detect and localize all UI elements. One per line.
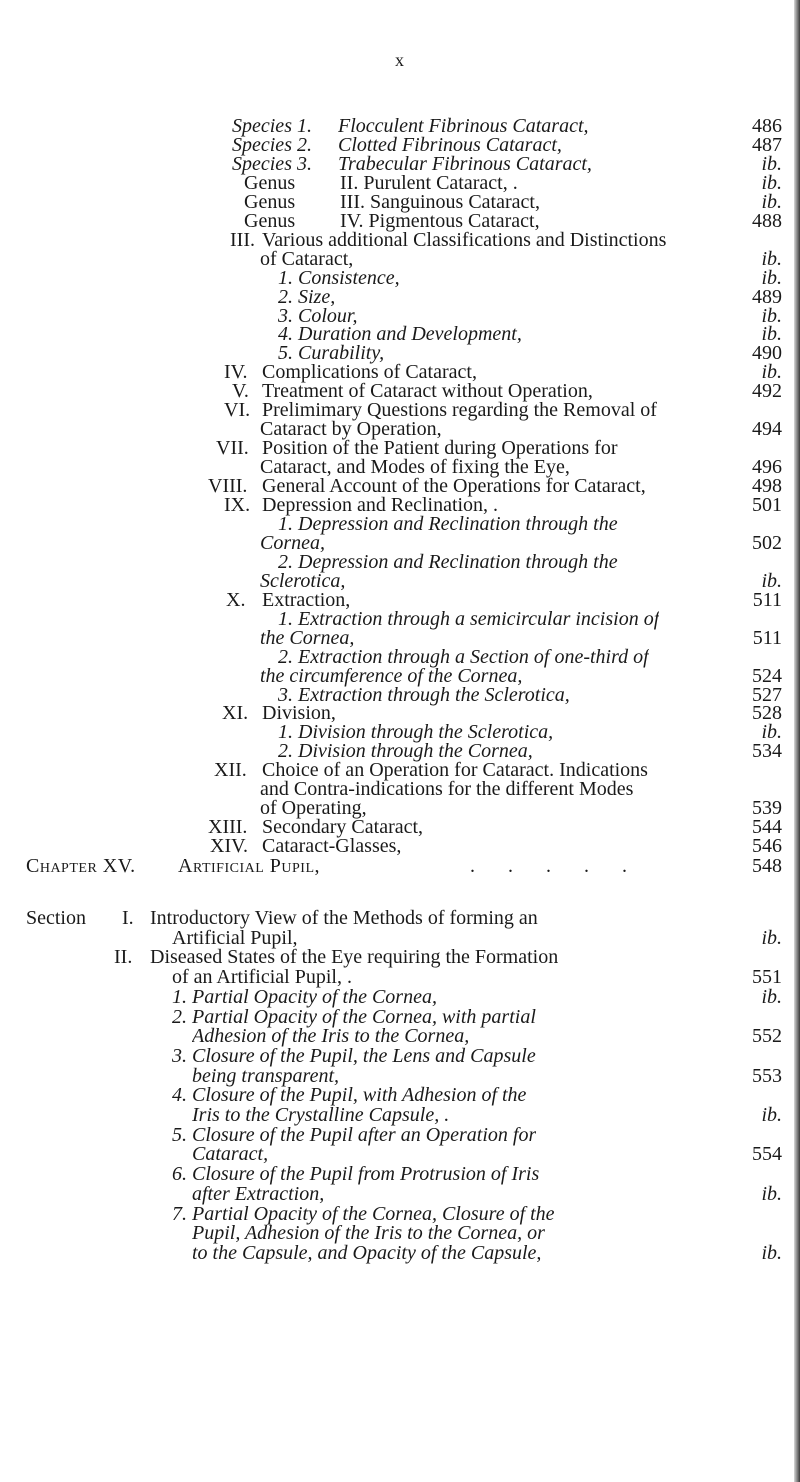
entry-page: ib. xyxy=(761,1104,782,1126)
entry-title: 3. Colour, xyxy=(278,304,358,327)
entry-title: Clotted Fibrinous Cataract, xyxy=(338,133,562,156)
entry-label: III. xyxy=(230,228,255,251)
entry-page: ib. xyxy=(761,1241,782,1264)
entry-title: to the Capsule, and Opacity of the Capsule, xyxy=(192,1241,542,1264)
entry-label: Genus xyxy=(244,171,296,194)
entry-title: 7. Partial Opacity of the Cornea, Closure of the xyxy=(172,1202,555,1225)
entry-title: 2. Division through the Cornea, xyxy=(278,740,533,763)
page-edge-shadow xyxy=(794,0,800,1482)
entry-page: 488 xyxy=(752,209,782,232)
entry-page: 544 xyxy=(752,816,782,839)
entry-title: 2. Depression and Reclination through the xyxy=(278,550,618,573)
entry-title: Cornea, xyxy=(260,531,325,554)
entry-title: 2. Extraction through a Section of one-third of xyxy=(278,645,649,668)
entry-title: Trabecular Fibrinous Cataract, xyxy=(338,152,592,175)
entry-page: ib. xyxy=(761,1182,782,1205)
entry-page: ib. xyxy=(761,247,782,270)
entry-title: of an Artificial Pupil, . xyxy=(172,966,352,989)
entry-page: ib. xyxy=(761,985,782,1008)
entry-page: 490 xyxy=(752,342,782,365)
entry-title: Depression and Reclination, . xyxy=(262,494,499,516)
entry-label: XIV. xyxy=(210,835,248,858)
entry-title: the circumference of the Cornea, xyxy=(260,664,523,687)
entry-label: Genus xyxy=(244,209,296,232)
entry-label: XII. xyxy=(214,759,247,782)
entry-title: Pupil, Adhesion of the Iris to the Cornea, or xyxy=(192,1222,545,1245)
entry-page: 546 xyxy=(752,835,782,858)
entry-title: 3. Closure of the Pupil, the Lens and Capsule xyxy=(172,1044,536,1067)
entry-page: ib. xyxy=(761,361,782,384)
entry-title: being transparent, xyxy=(192,1064,340,1087)
entry-page: 511 xyxy=(752,588,782,611)
entry-title: III. Sanguinous Cataract, xyxy=(340,190,540,213)
entry-page: 496 xyxy=(752,456,782,479)
page-number: x xyxy=(395,50,405,70)
entry-title: of Cataract, xyxy=(260,247,354,270)
entry-page: 487 xyxy=(752,133,782,156)
entry-title: Cataract, and Modes of fixing the Eye, xyxy=(260,456,570,479)
entry-label: IX. xyxy=(224,494,251,516)
entry-page: 551 xyxy=(752,966,782,989)
entry-title: Flocculent Fibrinous Cataract, xyxy=(338,115,589,137)
entry-title: Choice of an Operation for Cataract. Indications xyxy=(262,759,648,782)
entry-title: Iris to the Crystalline Capsule, . xyxy=(192,1104,450,1126)
entry-title: 4. Closure of the Pupil, with Adhesion of the xyxy=(172,1084,527,1107)
entry-page: 534 xyxy=(752,740,782,763)
entry-page: 494 xyxy=(752,418,782,441)
entry-label: II. xyxy=(114,946,133,969)
entry-title: II. Purulent Cataract, . xyxy=(340,171,518,194)
entry-title: Various additional Classifications and Distinctions xyxy=(262,228,667,251)
entry-title: the Cornea, xyxy=(260,626,355,649)
chapter-page: 548 xyxy=(752,855,782,877)
entry-title: after Extraction, xyxy=(192,1182,325,1205)
entry-page: 489 xyxy=(752,285,782,308)
entry-label: IV. xyxy=(224,361,248,384)
entry-title: Diseased States of the Eye requiring the Formation xyxy=(150,946,559,969)
entry-label: Species 2. xyxy=(232,133,312,156)
entry-title: Introductory View of the Methods of forming an xyxy=(150,907,538,929)
entry-title: IV. Pigmentous Cataract, xyxy=(340,209,540,232)
chapter-label: Chapter XV. xyxy=(26,855,136,877)
entry-label: Species 3. xyxy=(232,152,312,175)
entry-title: 5. Curability, xyxy=(278,342,385,365)
entry-title: 1. Depression and Reclination through the xyxy=(278,512,618,535)
entry-page: ib. xyxy=(761,569,782,592)
entry-label: Species 1. xyxy=(232,115,312,137)
entry-page: 501 xyxy=(752,494,782,516)
entry-title: Position of the Patient during Operations for xyxy=(262,437,618,460)
entry-title: 3. Extraction through the Sclerotica, xyxy=(278,683,570,706)
entry-title: 1. Partial Opacity of the Cornea, xyxy=(172,985,437,1008)
entry-title: and Contra-indications for the different Modes xyxy=(260,778,634,801)
entry-title: 2. Partial Opacity of the Cornea, with partial xyxy=(172,1005,536,1028)
entry-page: 552 xyxy=(752,1025,782,1048)
entry-title: Cataract by Operation, xyxy=(260,418,442,441)
entry-page: 527 xyxy=(752,683,782,706)
entry-page: 502 xyxy=(752,531,782,554)
chapter-title: Artificial Pupil, xyxy=(178,855,320,877)
entry-page: 524 xyxy=(752,664,782,687)
entry-title: Cataract, xyxy=(192,1143,269,1166)
entry-label: X. xyxy=(226,588,246,611)
entry-label: VI. xyxy=(224,399,251,422)
entry-title: 2. Size, xyxy=(278,285,336,308)
entry-label: V. xyxy=(232,380,249,403)
entry-page: ib. xyxy=(761,926,782,949)
entry-title: of Operating, xyxy=(260,797,367,820)
entry-title: Artificial Pupil, xyxy=(172,926,298,949)
entry-label: XIII. xyxy=(208,816,248,839)
entry-page: ib. xyxy=(761,190,782,213)
entry-page: 511 xyxy=(752,626,782,649)
entry-title: Adhesion of the Iris to the Cornea, xyxy=(192,1025,470,1048)
entry-label: XI. xyxy=(222,702,249,725)
entry-page: ib. xyxy=(761,721,782,744)
entry-page: 492 xyxy=(752,380,782,403)
entry-label: VII. xyxy=(216,437,249,460)
entry-page: ib. xyxy=(761,152,782,175)
entry-page: ib. xyxy=(761,266,782,289)
entry-title: 4. Duration and Development, xyxy=(278,323,522,346)
entry-label: I. xyxy=(122,907,134,929)
entry-title: 1. Consistence, xyxy=(278,266,400,289)
entry-title: 5. Closure of the Pupil after an Operation for xyxy=(172,1123,537,1146)
entry-title: Treatment of Cataract without Operation, xyxy=(262,380,593,403)
entry-title: 1. Division through the Sclerotica, xyxy=(278,721,554,744)
entry-title: General Account of the Operations for Cataract, xyxy=(262,475,646,498)
entry-label: VIII. xyxy=(208,475,248,498)
entry-page: 486 xyxy=(752,115,782,137)
entry-title: Sclerotica, xyxy=(260,569,346,592)
entry-page: 498 xyxy=(752,475,782,498)
entry-title: Prelimimary Questions regarding the Removal of xyxy=(262,399,657,422)
entry-title: Cataract-Glasses, xyxy=(262,835,402,858)
entry-label: Genus xyxy=(244,190,296,213)
entry-page: ib. xyxy=(761,323,782,346)
entry-page: 528 xyxy=(752,702,782,725)
entry-title: 6. Closure of the Pupil from Protrusion of Iris xyxy=(172,1163,540,1186)
entry-page: 553 xyxy=(752,1064,782,1087)
section-label: Section xyxy=(26,907,86,929)
leader-dots: . . . . . xyxy=(470,855,641,877)
entry-title: Division, xyxy=(262,702,336,725)
entry-page: ib. xyxy=(761,171,782,194)
entry-title: Complications of Cataract, xyxy=(262,361,477,384)
entry-page: 539 xyxy=(752,797,782,820)
entry-page: ib. xyxy=(761,304,782,327)
entry-title: 1. Extraction through a semicircular incision of xyxy=(278,607,660,630)
entry-title: Secondary Cataract, xyxy=(262,816,424,839)
entry-title: Extraction, xyxy=(262,588,351,611)
entry-page: 554 xyxy=(752,1143,782,1166)
